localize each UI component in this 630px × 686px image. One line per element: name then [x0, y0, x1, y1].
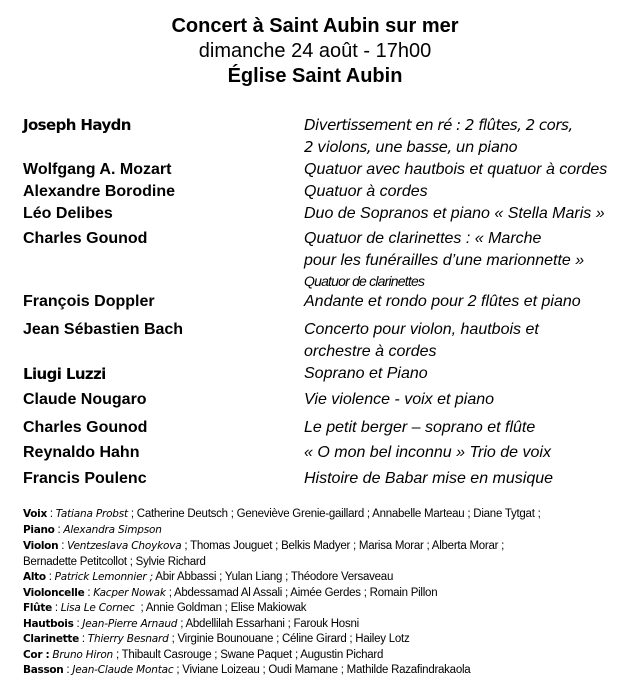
composer-name: Léo Delibes	[23, 205, 113, 222]
work-title: Soprano et Piano	[304, 365, 428, 382]
instrument-label: Clarinette	[23, 633, 79, 645]
composer-name: Reynaldo Hahn	[23, 444, 140, 461]
work-title: Quatuor avec hautbois et quatuor à cordes	[304, 161, 608, 178]
lead-performer: Patrick Lemonnier ;	[54, 571, 153, 583]
composer-name: Alexandre Borodine	[23, 183, 176, 200]
lead-performer: Jean-Pierre Arnaud	[82, 617, 178, 630]
separator: :	[73, 617, 83, 630]
separator: :	[84, 586, 94, 599]
instrument-label: Violon	[23, 540, 59, 552]
composer-name: Jean Sébastien Bach	[23, 321, 184, 338]
instrument-label: Alto	[23, 571, 46, 583]
composer-name: Liugi Luzzi	[23, 365, 106, 383]
work-line: Quatuor de clarinettes	[304, 273, 425, 289]
work-title: Andante et rondo pour 2 flûtes et piano	[304, 293, 581, 310]
other-performers: ; Annie Goldman ; Elise Makiowak	[134, 602, 307, 614]
performer-line-piano	[23, 523, 623, 539]
instrument-label: Hautbois	[23, 617, 74, 630]
lead-performer: Thierry Besnard	[87, 633, 169, 645]
performers-list	[23, 507, 623, 679]
performer-line-voix	[23, 507, 623, 523]
separator: :	[54, 523, 64, 536]
concert-date: dimanche 24 août - 17h00	[198, 40, 432, 62]
instrument-label: Basson	[23, 664, 64, 676]
performer-line-violon	[23, 539, 623, 555]
work-title: Histoire de Babar mise en musique	[304, 470, 554, 487]
separator: :	[58, 540, 68, 552]
separator: :	[51, 602, 61, 614]
concert-venue: Église Saint Aubin	[227, 65, 403, 87]
work-line: orchestre à cordes	[304, 343, 437, 360]
instrument-label: Piano	[23, 523, 55, 536]
work-line: 2 violons, une basse, un piano	[304, 138, 518, 156]
other-performers: ; Virginie Bounouane ; Céline Girard ; Hailey Lotz	[168, 633, 410, 645]
performer-line-alto	[23, 570, 623, 586]
composer-name: Wolfgang A. Mozart	[23, 161, 172, 178]
performer-line-cor	[23, 648, 623, 664]
work-title	[304, 319, 539, 363]
composer-name: Francis Poulenc	[23, 470, 147, 487]
composer-name: Claude Nougaro	[23, 391, 147, 408]
composer-name: François Doppler	[23, 293, 155, 310]
work-title: « O mon bel inconnu » Trio de voix	[304, 444, 551, 461]
work-line: Quatuor de clarinettes : « Marche	[304, 230, 542, 247]
lead-performer: Tatiana Probst	[55, 508, 128, 520]
lead-performer: Kacper Nowak	[93, 586, 166, 599]
separator: :	[46, 508, 56, 520]
instrument-label: Violoncelle	[23, 586, 85, 599]
work-title: Duo de Sopranos et piano « Stella Maris »	[304, 205, 605, 222]
work-title	[304, 114, 573, 158]
instrument-label: Voix	[23, 508, 47, 520]
instrument-label: Cor :	[23, 648, 50, 661]
performer-line-violoncelle	[23, 586, 623, 602]
performer-line-clarinette	[23, 632, 623, 648]
composer-name: Charles Gounod	[23, 230, 148, 247]
work-title	[304, 228, 584, 290]
work-title: Vie violence - voix et piano	[304, 391, 495, 408]
separator: :	[45, 571, 55, 583]
performer-line-basson	[23, 663, 623, 679]
separator: :	[78, 633, 88, 645]
other-performers: ; Catherine Deutsch ; Geneviève Grenie-gaillard ; Annabelle Marteau ; Diane Tytgat ;	[127, 508, 541, 520]
performer-line-hautbois	[23, 617, 623, 633]
other-performers: ; Thibault Casrouge ; Swane Paquet ; Augustin Pichard	[113, 648, 384, 661]
other-performers: Abir Abbassi ; Yulan Liang ; Théodore Versaveau	[152, 571, 394, 583]
other-performers: Bernadette Petitcollot ; Sylvie Richard	[23, 555, 206, 568]
other-performers: ; Abdellilah Essarhani ; Farouk Hosni	[177, 617, 359, 630]
instrument-label: Flûte	[23, 602, 52, 614]
performer-line-flute	[23, 601, 623, 617]
lead-performer: Jean-Claude Montac	[72, 664, 174, 676]
work-title: Le petit berger – soprano et flûte	[304, 419, 536, 436]
separator: :	[63, 664, 73, 676]
lead-performer: Alexandra Simpson	[63, 523, 162, 536]
work-line: Concerto pour violon, hautbois et	[304, 321, 539, 338]
work-title: Quatuor à cordes	[304, 183, 428, 200]
other-performers: ; Thomas Jouguet ; Belkis Madyer ; Marisa Morar ; Alberta Morar ;	[181, 540, 505, 552]
composer-name: Charles Gounod	[23, 419, 148, 436]
other-performers: ; Abdessamad Al Assali ; Aimée Gerdes ; Romain Pillon	[165, 586, 438, 599]
work-line: pour les funérailles d’une marionnette »	[304, 252, 585, 269]
composer-name: Joseph Haydn	[23, 116, 131, 134]
performer-line-violon-continued	[23, 555, 623, 571]
work-line: Divertissement en ré : 2 flûtes, 2 cors,	[304, 116, 573, 134]
lead-performer: Ventzeslava Choykova	[67, 540, 182, 552]
concert-header	[0, 14, 630, 88]
concert-title: Concert à Saint Aubin sur mer	[171, 15, 459, 37]
lead-performer: Bruno Hiron	[52, 648, 114, 661]
lead-performer: Lisa Le Cornec	[60, 602, 135, 614]
other-performers: ; Viviane Loizeau ; Oudi Mamane ; Mathilde Razafindrakaola	[173, 664, 471, 676]
